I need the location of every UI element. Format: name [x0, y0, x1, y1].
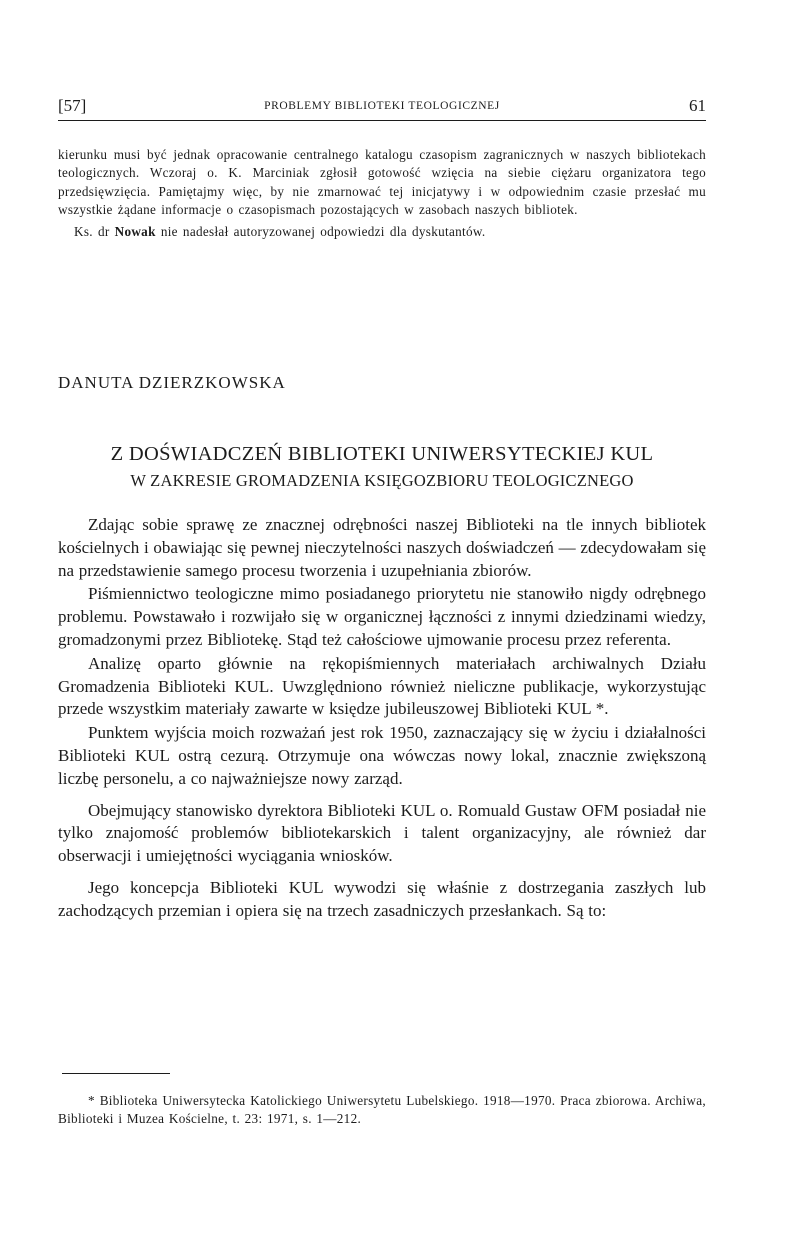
folio-label: [57] [58, 96, 87, 115]
running-title: PROBLEMY BIBLIOTEKI TEOLOGICZNEJ [264, 100, 500, 112]
body-paragraph: Punktem wyjścia moich rozważań jest rok 1950, zaznaczający się w życiu i działalności Biblioteki KUL ostrą cezurą. Otrzymuje ona wówczas nowy lokal, znacznie zwiększoną liczbę personelu, a co najważniejsze nowy zarząd. [58, 723, 706, 788]
footnote-divider [62, 1073, 170, 1074]
carryover-text [58, 146, 706, 241]
body-paragraph: Piśmiennictwo teologiczne mimo posiadanego priorytetu nie stanowiło nigdy odrębnego problemu. Powstawało i rozwijało się w organicznej łączności z innymi dziedzinami wiedzy, gromadzonymi przez Bibliotekę. Stąd też całościowe ujmowanie procesu przez referenta. [58, 584, 706, 649]
body-paragraph: Jego koncepcja Biblioteki KUL wywodzi się właśnie z dostrzegania zaszłych lub zachodzących przemian i opiera się na trzech zasadniczych przesłankach. Są to: [58, 877, 706, 920]
footnote: * Biblioteka Uniwersytecka Katolickiego Uniwersytetu Lubelskiego. 1918—1970. Praca zbiorowa. Archiwa, Biblioteki i Muzea Kościelne, t. 23: 1971, s. 1—212. [58, 1093, 706, 1127]
page-number: 61 [689, 96, 706, 115]
body-paragraph: Obejmujący stanowisko dyrektora Biblioteki KUL o. Romuald Gustaw OFM posiadał nie tylko znajomość problemów bibliotekarskich i talent organizacyjny, ale również dar obserwacji i umiejętności wyciągania wniosków. [58, 800, 706, 866]
body-paragraph: Zdając sobie sprawę ze znacznej odrębności naszej Biblioteki na tle innych bibliotek kościelnych i obawiając się pewnej nieczytelności naszych doświadczeń — zdecydowałam się na przedstawienie samego procesu tworzenia i uzupełniania zbiorów. [58, 515, 706, 580]
person-name: Nowak [114, 224, 156, 240]
carryover-paragraph: kierunku musi być jednak opracowanie centralnego katalogu czasopism zagranicznych w naszych bibliotekach teologicznych. Wczoraj o. K. Marciniak zgłosił gotowość wzięcia na siebie ciężaru organizatora tego przedsięwzięcia. Pamiętajmy więc, by nie zmarnować tej inicjatywy i w odpowiednim czasie przesłać mu wszystkie żądane informacje o czasopismach pozostających w zasobach naszych bibliotek. [58, 147, 706, 217]
editorial-note [58, 223, 706, 241]
article-title: Z DOŚWIADCZEŃ BIBLIOTEKI UNIWERSYTECKIEJ KUL [110, 443, 654, 465]
editorial-note-prefix: Ks. dr [74, 224, 115, 240]
body-paragraph: Analizę oparto głównie na rękopiśmiennych materiałach archiwalnych Działu Gromadzenia Biblioteki KUL. Uwzględniono również nieliczne publikacje, wykorzystując przede wszystkim materiały zawarte w księdze jubileuszowej Biblioteki KUL *. [58, 653, 706, 719]
article-subtitle: W ZAKRESIE GROMADZENIA KSIĘGOZBIORU TEOLOGICZNEGO [130, 471, 634, 490]
article-body [58, 514, 706, 923]
article-author: DANUTA DZIERZKOWSKA [58, 373, 286, 392]
running-header [58, 96, 706, 121]
editorial-note-suffix: nie nadesłał autoryzowanej odpowiedzi dla dyskutantów. [155, 224, 486, 240]
